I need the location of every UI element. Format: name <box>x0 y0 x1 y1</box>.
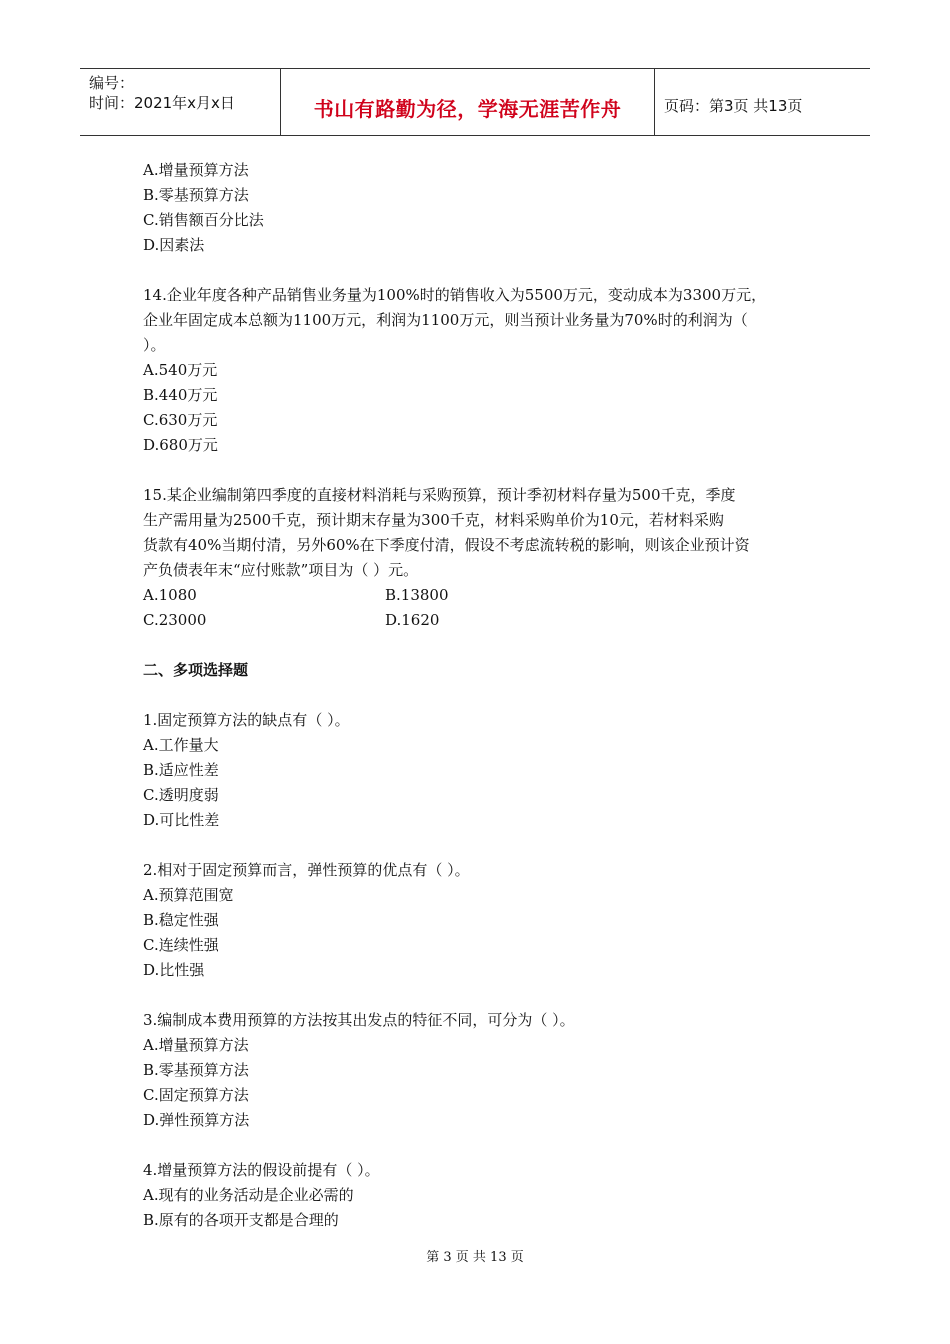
option: A.增量预算方法 <box>143 161 249 179</box>
question-15-line: 货款有40%当期付清，另外60%在下季度付清，假设不考虑流转税的影响，则该企业预计资 <box>143 536 750 554</box>
question-15-line: 15.某企业编制第四季度的直接材料消耗与采购预算，预计季初材料存量为500千克，季度 <box>143 486 736 504</box>
option: A.预算范围宽 <box>143 886 234 904</box>
option: B.稳定性强 <box>143 911 219 929</box>
page-header <box>80 68 870 136</box>
option: D.弹性预算方法 <box>143 1111 250 1129</box>
option: B.原有的各项开支都是合理的 <box>143 1211 339 1229</box>
document-body <box>143 158 823 1233</box>
option: B.零基预算方法 <box>143 1061 249 1079</box>
option: D.因素法 <box>143 236 205 254</box>
option: A.增量预算方法 <box>143 1036 249 1054</box>
option: C.630万元 <box>143 411 218 429</box>
option: A.540万元 <box>143 361 218 379</box>
question-14-line: 企业年固定成本总额为1100万元，利润为1100万元，则当预计业务量为70%时的利润为（ <box>143 311 748 329</box>
option: A.现有的业务活动是企业必需的 <box>143 1186 354 1204</box>
option: C.透明度弱 <box>143 786 219 804</box>
question-stem: 3.编制成本费用预算的方法按其出发点的特征不同，可分为（ ）。 <box>143 1011 575 1029</box>
option: C.23000 <box>143 611 207 629</box>
option-row <box>143 608 823 633</box>
option-row <box>143 583 823 608</box>
question-14-line: ）。 <box>143 336 166 354</box>
question-15-line: 产负债表年末“应付账款”项目为（ ）元。 <box>143 561 419 579</box>
option: C.销售额百分比法 <box>143 211 264 229</box>
option: A.1080 <box>143 586 197 604</box>
option: B.13800 <box>385 586 449 604</box>
header-motto-cell <box>281 69 655 135</box>
header-page-cell <box>655 69 870 135</box>
page-info: 页码：第3页 共13页 <box>664 97 803 115</box>
question-stem: 4.增量预算方法的假设前提有（ ）。 <box>143 1161 380 1179</box>
question-14-line: 14.企业年度各种产品销售业务量为100%时的销售收入为5500万元，变动成本为3300万元， <box>143 286 767 304</box>
page-footer: 第 3 页 共 13 页 <box>426 1250 524 1265</box>
header-meta-cell <box>80 69 281 135</box>
option: B.适应性差 <box>143 761 219 779</box>
option: B.440万元 <box>143 386 218 404</box>
option: B.零基预算方法 <box>143 186 249 204</box>
question-15-line: 生产需用量为2500千克，预计期末存量为300千克，材料采购单价为10元，若材料采购 <box>143 511 724 529</box>
time-label: 时间：2021年x月x日 <box>89 94 235 112</box>
option: D.比性强 <box>143 961 205 979</box>
number-label: 编号： <box>89 74 135 92</box>
motto: 书山有路勤为径，学海无涯苦作舟 <box>313 97 622 121</box>
option: D.1620 <box>385 611 440 629</box>
option: A.工作量大 <box>143 736 219 754</box>
option: D.可比性差 <box>143 811 220 829</box>
question-stem: 2.相对于固定预算而言，弹性预算的优点有（ ）。 <box>143 861 470 879</box>
section-heading: 二、多项选择题 <box>143 661 249 679</box>
option: D.680万元 <box>143 436 218 454</box>
question-stem: 1.固定预算方法的缺点有（ ）。 <box>143 711 350 729</box>
option: C.连续性强 <box>143 936 219 954</box>
option: C.固定预算方法 <box>143 1086 249 1104</box>
